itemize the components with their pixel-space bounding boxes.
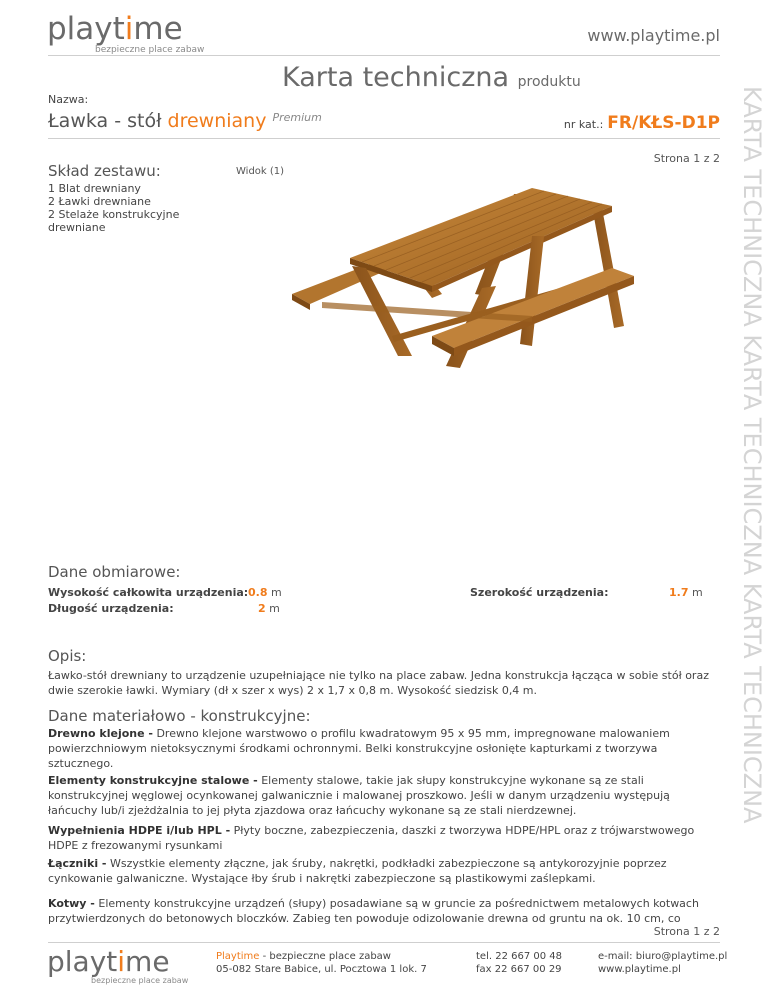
view-label: Widok (1) — [236, 166, 285, 177]
material-label: Kotwy - — [48, 897, 95, 910]
catalog-number-label: nr kat.: — [563, 118, 604, 131]
description-text: Ławko-stół drewniany to urządzenie uzupełniające nie tylko na place zabaw. Jedna konstrukcja łącząca w sobie stół oraz dwie szerokie ławki. Wymiary (dł x szer x wys) 2 x 1,7 x 0,8 m. Wysokość siedzisk 0,4 m. — [48, 669, 709, 697]
length-number: 2 — [258, 602, 266, 615]
material-label: Łączniki - — [48, 857, 107, 870]
material-item — [48, 773, 720, 818]
footer-email[interactable]: e-mail: biuro@playtime.pl — [598, 951, 728, 962]
material-text: Drewno klejone warstwowo o profilu kwadratowym 95 x 95 mm, impregnowane malowaniem powierzchniowym nietoksycznymi środkami ochronnymi. Belki konstrukcyjne osłonięte kapturkami z tworzywa sztucznego. — [48, 727, 670, 770]
material-text: Płyty boczne, zabezpieczenia, daszki z tworzywa HDPE/HPL oraz z trójwarstwowego HDPE z frezowanymi rysunkami — [48, 824, 695, 852]
material-label: Elementy konstrukcyjne stalowe - — [48, 774, 258, 787]
product-name — [48, 110, 322, 132]
set-composition-list — [48, 182, 198, 234]
width-number: 1.7 — [669, 586, 689, 599]
footer-contact — [598, 950, 727, 976]
page-number-top: Strona 1 z 2 — [653, 152, 720, 165]
product-name-part2: drewniany — [167, 110, 267, 132]
footer-street: 05-082 Stare Babice, ul. Pocztowa 1 lok. 7 — [216, 964, 427, 975]
product-name-part1: Ławka - stół — [48, 110, 162, 132]
premium-badge: Premium — [272, 111, 322, 124]
list-item: 1 Blat drewniany — [48, 182, 141, 195]
footer-logo-accent: i — [117, 945, 126, 978]
length-unit: m — [269, 602, 280, 615]
catalog-number-value: FR/KŁS-D1P — [607, 113, 720, 133]
footer-address — [216, 950, 427, 976]
footer-logo — [47, 945, 189, 985]
width-value — [669, 586, 703, 599]
description-title: Opis: — [48, 647, 87, 665]
picnic-table-image — [282, 176, 642, 386]
footer-logo-text: playt — [47, 945, 118, 978]
logo-text: playt — [47, 11, 125, 47]
dimensions-title: Dane obmiarowe: — [48, 563, 181, 581]
material-text: Elementy konstrukcyjne urządzeń (słupy) posadawiane są w gruncie za pośrednictwem metalowych kotwach przytwierdzonych do betonowych bloczków. Zabieg ten powoduje odizolowanie drewna od gruntu na ok. 10 cm, co — [48, 897, 699, 925]
side-watermark — [718, 86, 766, 946]
footer-tel: tel. 22 667 00 48 — [476, 951, 563, 962]
footer-divider — [48, 942, 720, 943]
material-text: Wszystkie elementy złączne, jak śruby, nakrętki, podkładki zabezpieczone są antykorozyjnie poprzez cynkowanie galwaniczne. Wystające łby śrub i nakrętki zabezpieczone są plastikowymi zaślepkami. — [48, 857, 667, 885]
material-item — [48, 856, 720, 886]
playtime-logo — [47, 11, 207, 55]
list-item: 2 Stelaże konstrukcyjne drewniane — [48, 208, 180, 234]
footer-company-rest: - bezpieczne place zabaw — [259, 951, 391, 962]
catalog-number — [564, 113, 720, 133]
title-divider — [48, 138, 720, 139]
length-value — [258, 602, 280, 615]
website-link[interactable]: www.playtime.pl — [587, 26, 720, 45]
footer-web[interactable]: www.playtime.pl — [598, 964, 681, 975]
length-label: Długość urządzenia: — [48, 602, 174, 615]
document-title-main: Karta techniczna — [282, 62, 510, 93]
height-value — [248, 586, 282, 599]
footer-logo-subtitle: bezpieczne place zabaw — [91, 976, 189, 985]
material-text: Elementy stalowe, takie jak słupy konstrukcyjne wykonane są ze stali konstrukcyjnej węglowej ocynkowanej galwanicznie i malowanej proszkowo. Jeśli w danym urządzeniu występują łańcuchy lub/i zjeżdżalnia to jej płyta zjazdowa oraz łańcuchy wykonane są ze stali nierdzewnej. — [48, 774, 670, 817]
height-label: Wysokość całkowita urządzenia: — [48, 586, 249, 599]
footer-company: Playtime — [216, 951, 260, 962]
document-title-sub: produktu — [517, 74, 581, 90]
material-item — [48, 823, 720, 853]
list-item: 2 Ławki drewniane — [48, 195, 151, 208]
height-unit: m — [271, 586, 282, 599]
logo-subtitle: bezpieczne place zabaw — [95, 45, 205, 55]
logo-text-end: me — [133, 11, 183, 47]
product-name-label: Nazwa: — [48, 93, 89, 106]
footer-phones — [476, 950, 562, 976]
materials-title: Dane materiałowo - konstrukcyjne: — [48, 707, 311, 725]
material-item — [48, 896, 720, 926]
document-title — [282, 62, 581, 93]
width-label: Szerokość urządzenia: — [470, 586, 609, 599]
height-number: 0.8 — [248, 586, 268, 599]
side-watermark-text: KARTA TECHNICZNA KARTA TECHNICZNA KARTA TECHNICZNA — [738, 86, 766, 824]
material-label: Wypełnienia HDPE i/lub HPL - — [48, 824, 231, 837]
material-item — [48, 726, 720, 771]
page-number-bottom: Strona 1 z 2 — [653, 925, 720, 938]
footer-fax: fax 22 667 00 29 — [476, 964, 562, 975]
material-label: Drewno klejone - — [48, 727, 153, 740]
logo-text-accent: i — [124, 11, 134, 47]
header-divider — [48, 55, 720, 56]
footer-logo-end: me — [125, 945, 170, 978]
set-composition-title: Skład zestawu: — [48, 162, 161, 180]
width-unit: m — [692, 586, 703, 599]
